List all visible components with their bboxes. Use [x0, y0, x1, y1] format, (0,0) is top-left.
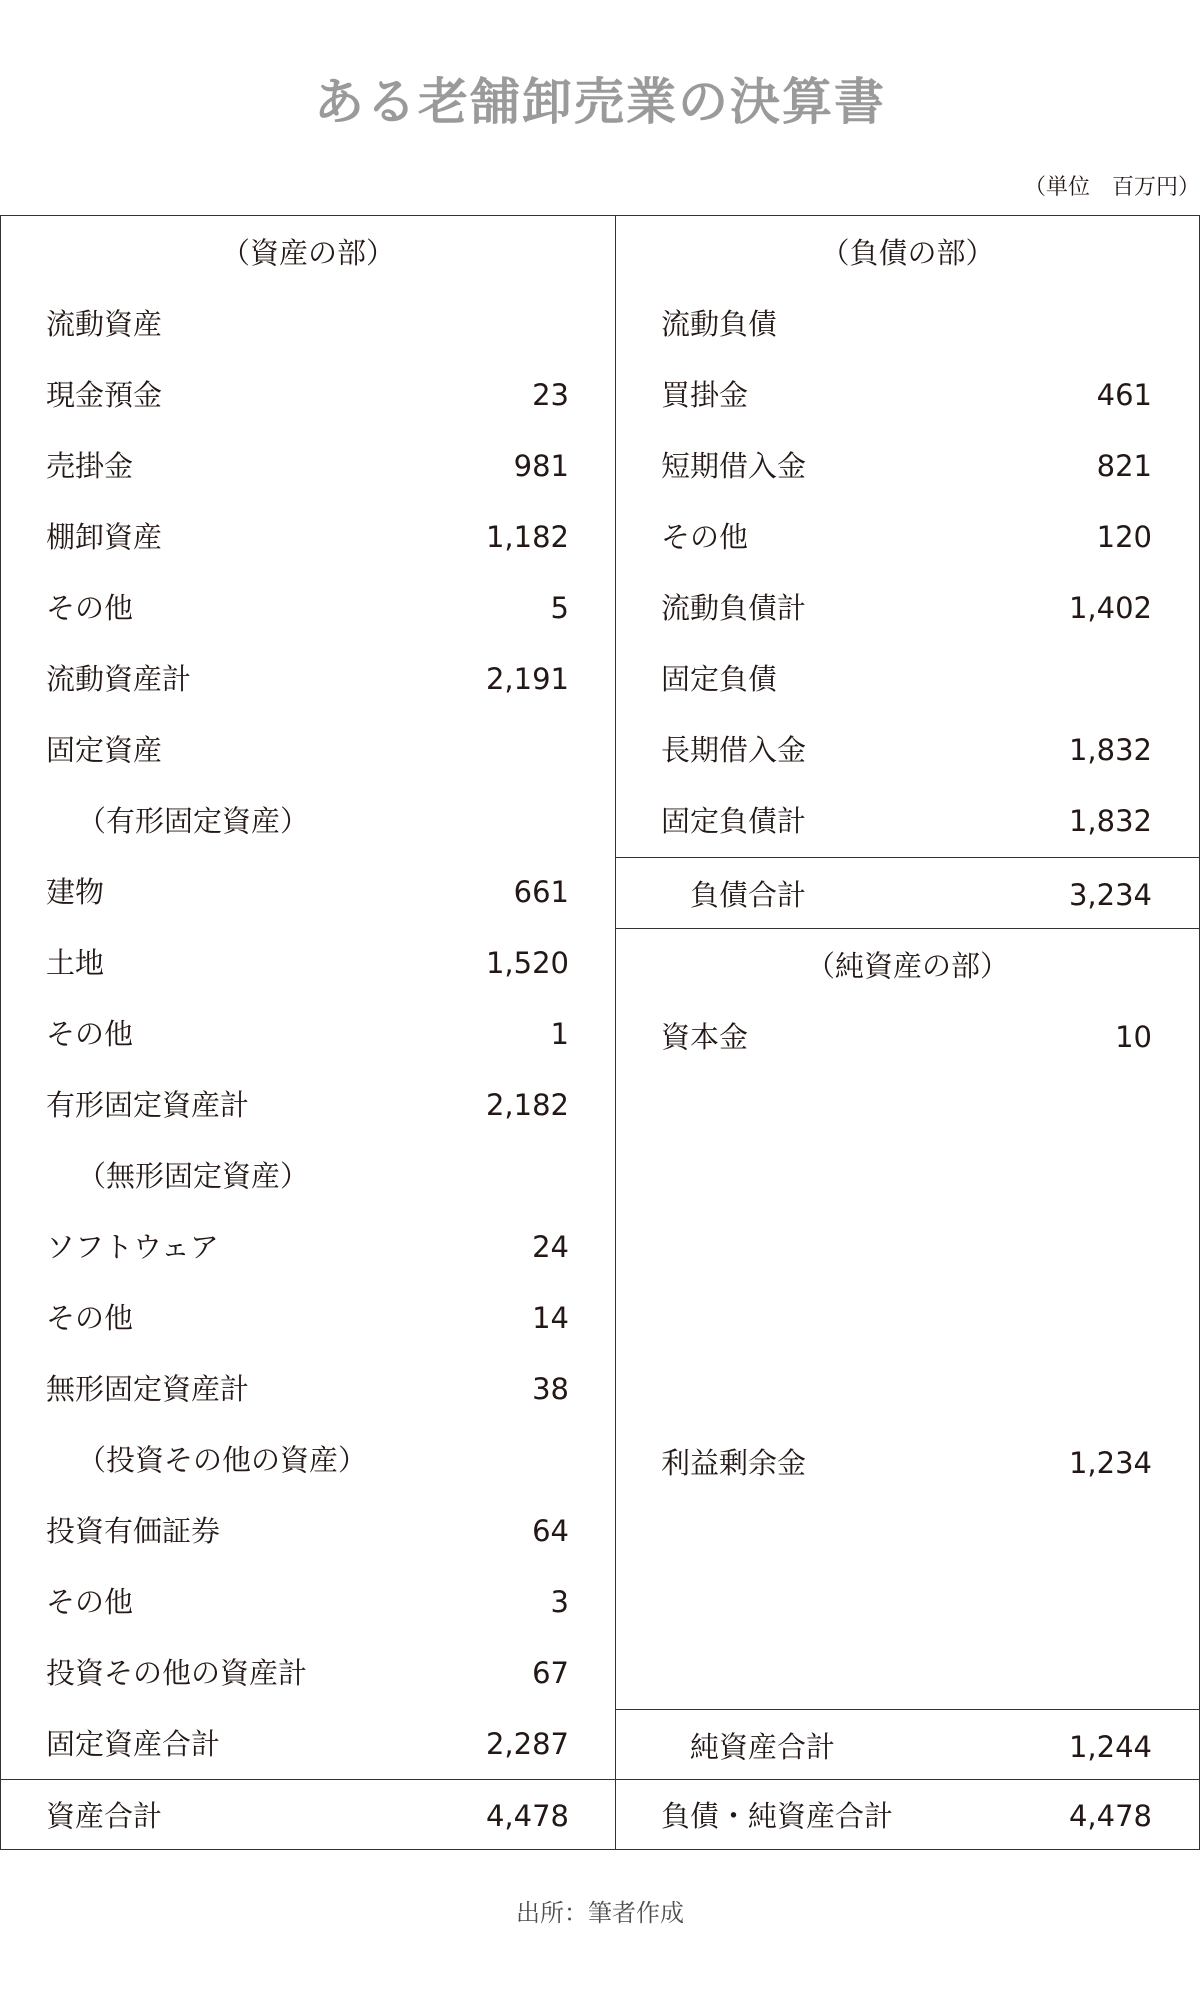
asset-row-label: その他	[46, 1301, 134, 1335]
asset-row-label: （有形固定資産）	[77, 804, 310, 838]
asset-row-label: 流動資産	[46, 307, 163, 341]
capital-row	[616, 1002, 1199, 1073]
net-assets-header-row	[616, 931, 1199, 1002]
asset-row-label: 投資有価証券	[46, 1514, 221, 1548]
asset-row-value: 14	[532, 1301, 569, 1335]
asset-row	[1, 431, 615, 502]
asset-row	[1, 1638, 615, 1709]
asset-row-label: その他	[46, 591, 134, 625]
asset-row-label: 建物	[46, 875, 105, 909]
asset-row-value: 64	[532, 1514, 569, 1548]
liability-row	[616, 715, 1199, 786]
liability-row-label: 流動負債計	[661, 591, 807, 625]
asset-row-value: 2,287	[485, 1727, 569, 1761]
net-assets-total-divider	[616, 1709, 1199, 1710]
assets-total-value: 4,478	[485, 1799, 569, 1833]
asset-row	[1, 786, 615, 857]
asset-row-value: 5	[550, 591, 569, 625]
asset-row	[1, 1425, 615, 1496]
liability-row-value: 1,402	[1068, 591, 1152, 625]
asset-row-value: 24	[532, 1230, 569, 1264]
capital-value: 10	[1115, 1020, 1152, 1054]
asset-row	[1, 502, 615, 573]
asset-row-value: 3	[550, 1585, 569, 1619]
assets-total-row	[1, 1781, 615, 1852]
asset-row-label: その他	[46, 1017, 134, 1051]
unit-note: （単位 百万円）	[1023, 175, 1200, 200]
net-assets-header: （純資産の部）	[805, 949, 1009, 983]
asset-row-label: （投資その他の資産）	[77, 1443, 368, 1477]
liability-row-value: 461	[1096, 378, 1152, 412]
capital-label: 資本金	[661, 1020, 749, 1054]
asset-row-label: 流動資産計	[46, 662, 192, 696]
asset-row	[1, 289, 615, 360]
liability-row	[616, 644, 1199, 715]
asset-row-value: 981	[513, 449, 569, 483]
asset-row-value: 661	[513, 875, 569, 909]
liabilities-total-divider-top	[616, 857, 1199, 858]
liabilities-total-row	[616, 860, 1199, 931]
liability-row-value: 120	[1096, 520, 1152, 554]
asset-row	[1, 1709, 615, 1780]
asset-row-value: 2,182	[485, 1088, 569, 1122]
asset-row-value: 38	[532, 1372, 569, 1406]
liability-row	[616, 289, 1199, 360]
grand-total-label: 負債・純資産合計	[661, 1799, 894, 1833]
liabilities-total-divider-bottom	[616, 928, 1199, 929]
liabilities-total-value: 3,234	[1068, 878, 1152, 912]
asset-row-label: 現金預金	[46, 378, 163, 412]
asset-row	[1, 1070, 615, 1141]
liability-row-label: 短期借入金	[661, 449, 807, 483]
retained-earnings-label: 利益剰余金	[661, 1446, 807, 1480]
asset-row	[1, 644, 615, 715]
liability-row	[616, 786, 1199, 857]
liability-row	[616, 573, 1199, 644]
asset-row	[1, 857, 615, 928]
asset-row-label: その他	[46, 1585, 134, 1619]
grand-total-row	[616, 1781, 1199, 1852]
source-note: 出所：筆者作成	[516, 1899, 684, 1927]
asset-row	[1, 1141, 615, 1212]
liability-row	[616, 360, 1199, 431]
liability-row-value: 821	[1096, 449, 1152, 483]
liability-row	[616, 431, 1199, 502]
liability-row-label: 固定負債計	[661, 804, 807, 838]
asset-row-label: 無形固定資産計	[46, 1372, 250, 1406]
liability-row-label: 固定負債	[661, 662, 778, 696]
asset-row	[1, 360, 615, 431]
asset-row	[1, 1354, 615, 1425]
grand-total-value: 4,478	[1068, 1799, 1152, 1833]
asset-row-label: 土地	[46, 946, 105, 980]
asset-row	[1, 573, 615, 644]
liability-row-value: 1,832	[1068, 733, 1152, 767]
asset-row-value: 1,520	[485, 946, 569, 980]
liability-row-label: 長期借入金	[661, 733, 807, 767]
liabilities-header: （負債の部）	[820, 236, 995, 270]
liability-row-value: 1,832	[1068, 804, 1152, 838]
asset-row-value: 2,191	[485, 662, 569, 696]
retained-earnings-value: 1,234	[1068, 1446, 1152, 1480]
asset-row-label: 投資その他の資産計	[46, 1656, 308, 1690]
assets-header: （資産の部）	[220, 236, 395, 270]
asset-row-value: 1,182	[485, 520, 569, 554]
page-title: ある老舗卸売業の決算書	[314, 73, 886, 131]
assets-header-row	[1, 218, 615, 289]
asset-row	[1, 928, 615, 999]
asset-row-label: 固定資産合計	[46, 1727, 221, 1761]
asset-row-label: 固定資産	[46, 733, 163, 767]
net-assets-total-label: 純資産合計	[690, 1730, 836, 1764]
liability-row-label: 流動負債	[661, 307, 778, 341]
asset-row	[1, 1496, 615, 1567]
asset-row-value: 67	[532, 1656, 569, 1690]
liability-row-label: その他	[661, 520, 749, 554]
asset-row-label: 有形固定資産計	[46, 1088, 250, 1122]
asset-row	[1, 1567, 615, 1638]
liability-row	[616, 502, 1199, 573]
liability-row-label: 買掛金	[661, 378, 749, 412]
asset-row-label: 棚卸資産	[46, 520, 163, 554]
asset-row-label: （無形固定資産）	[77, 1159, 310, 1193]
liabilities-total-label: 負債合計	[690, 878, 807, 912]
asset-row-label: 売掛金	[46, 449, 134, 483]
liabilities-header-row	[616, 218, 1199, 289]
asset-row	[1, 1283, 615, 1354]
assets-total-label: 資産合計	[46, 1799, 163, 1833]
asset-row-value: 1	[550, 1017, 569, 1051]
asset-row	[1, 1212, 615, 1283]
retained-earnings-row	[616, 1428, 1199, 1499]
asset-row-value: 23	[532, 378, 569, 412]
balance-sheet	[0, 215, 1200, 1850]
grand-total-divider	[1, 1779, 1199, 1780]
asset-row	[1, 715, 615, 786]
net-assets-total-row	[616, 1712, 1199, 1783]
asset-row	[1, 999, 615, 1070]
net-assets-total-value: 1,244	[1068, 1730, 1152, 1764]
asset-row-label: ソフトウェア	[46, 1230, 219, 1264]
